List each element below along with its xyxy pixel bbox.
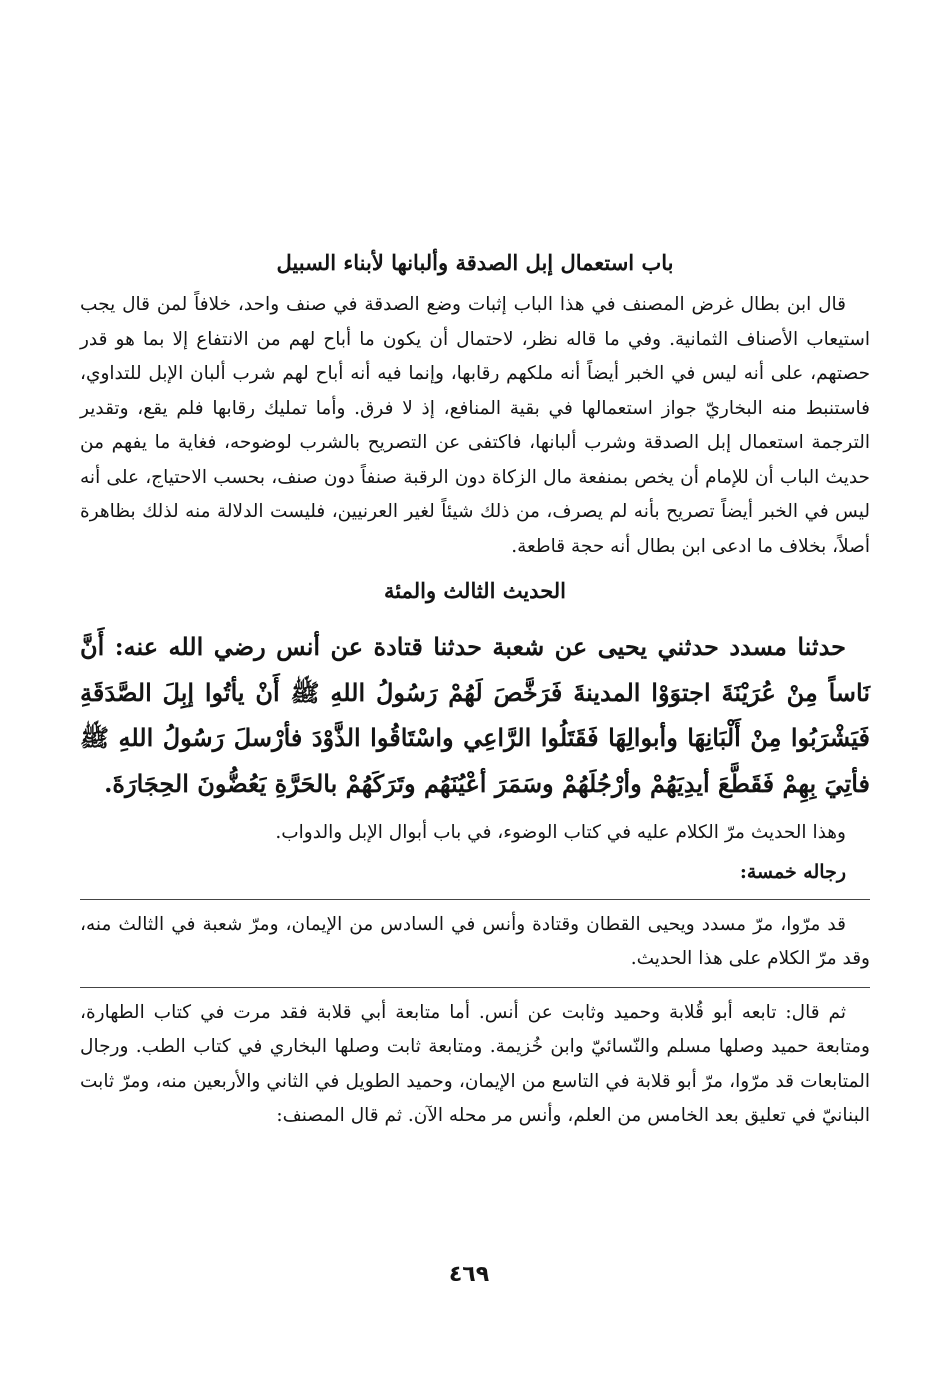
closing-paragraph: ثم قال: تابعه أبو قُلابة وحميد وثابت عن أنس. أما متابعة أبي قلابة فقد مرت في كتاب الطهارة، ومتابعة حميد وصلها مسلم والنّسائيّ وابن خُزيمة. ومتابعة ثابت وصلها البخاري في كتاب الطب. ورجال المتابعات قد مرّوا، مرّ أبو قلابة في التاسع من الإيمان، وحميد الطويل في الثاني والأربعين منه، ومرّ ثابت البنانيّ في تعليق بعد الخامس من العلم، وأنس مر محله الآن. ثم قال المصنف: [80,1001,870,1126]
narrators-label: رجاله خمسة: [739,860,846,883]
narrators-paragraph: قد مرّوا، مرّ مسدد ويحيى القطان وقتادة وأنس في السادس من الإيمان، ومرّ شعبة في الثالث منه، وقد مرّ الكلام على هذا الحديث. [80,913,870,969]
intro-paragraph: قال ابن بطال غرض المصنف في هذا الباب إثبات وضع الصدقة في صنف واحد، خلافاً لمن قال يجب استيعاب الأصناف الثمانية. وفي ما قاله نظر، لاحتمال أن يكون ما أباح لهم من الانتفاع إلا بما هو قدر حصتهم، على أنه ليس في الخبر أيضاً أنه ملكهم رقابها، وإنما فيه أنه أباح لهم شرب ألبان الإبل للتداوي، فاستنبط منه البخاريّ جواز استعمالها في بقية المنافع، إذ لا فرق. وأما تمليك رقابها فلم يقع، وتقدير الترجمة استعمال إبل الصدقة وشرب ألبانها، فاكتفى عن التصريح بالشرب لوضوحه، فغاية ما يفهم من حديث الباب أن للإمام أن يخص بمنفعة مال الزكاة دون الرقبة صنفاً دون صنف، بحسب الاحتياج، على أنه ليس في الخبر أيضاً تصريح بأنه لم يصرف، من ذلك شيئاً لغير العرنيين، فليست الدلالة منه لذلك بظاهرة أصلاً، بخلاف ما ادعى ابن بطال أنه حجة قاطعة. [80,294,870,557]
divider [80,899,870,900]
hadith-text: حدثنا مسدد حدثني يحيى عن شعبة حدثنا قتادة عن أنس رضي الله عنه: أَنَّ نَاساً مِنْ عُرَيْنَةَ اجتوَوْا المدينةَ فَرَخَّصَ لَهُمْ رَسُولُ اللهِ ﷺ أَنْ يأتُوا إبِلَ الصَّدَقَةِ فَيَشْرَبُوا مِنْ أَلْبَانِهَا وأبوالِهَا فَقَتَلُوا الرَّاعِي واسْتَاقُوا الذَّوْدَ فأرْسلَ رَسُولُ اللهِ ﷺ فأتِيَ بِهِمْ فَقَطَّعَ أيدِيَهُمْ وأرْجُلَهُمْ وسَمَرَ أعْيُنَهُم وتَرَكَهُمْ بالحَرَّةِ يَعُضُّونَ الحِجَارَةَ. [80,632,870,798]
after-hadith-note: وهذا الحديث مرّ الكلام عليه في كتاب الوضوء، في باب أبوال الإبل والدواب. [275,822,846,843]
section-heading: باب استعمال إبل الصدقة وألبانها لأبناء السبيل [276,250,674,275]
page-number: ٤٦٩ [448,1262,490,1287]
hadith-heading: الحديث الثالث والمئة [384,578,566,603]
divider [80,987,870,988]
document-page [80,248,870,1134]
